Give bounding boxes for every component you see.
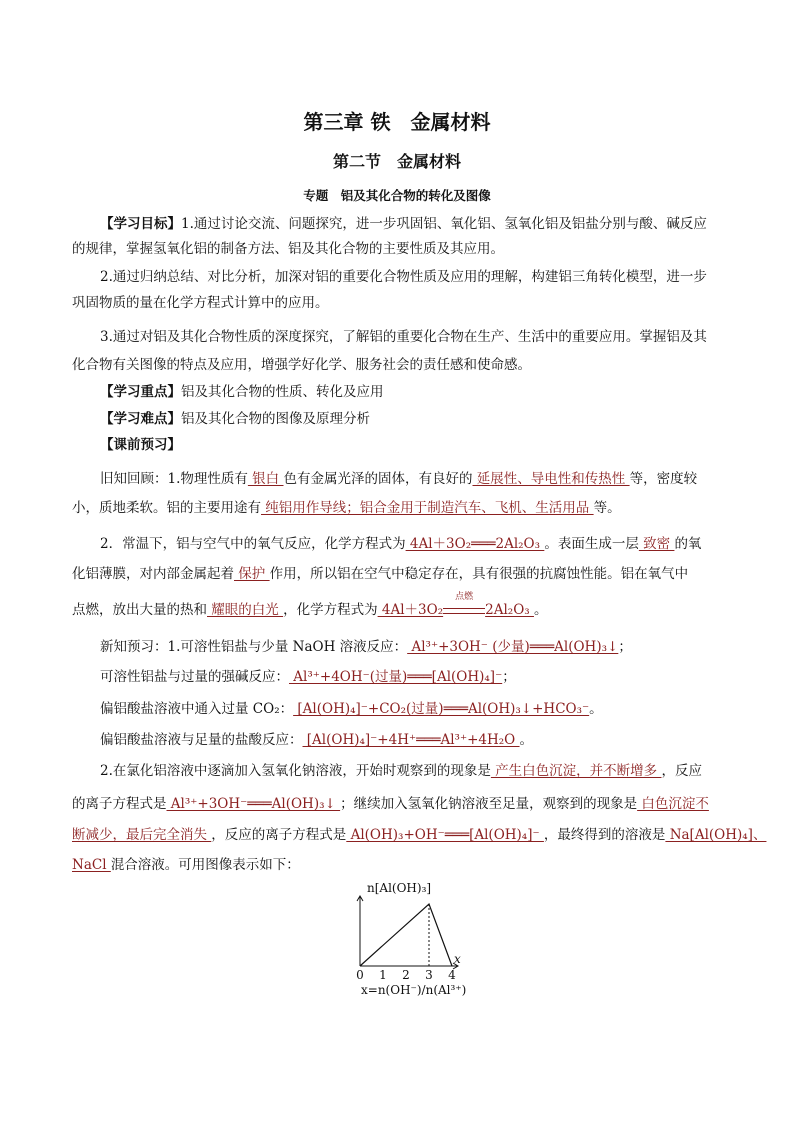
tick-label-3: 3 [425, 968, 433, 982]
ignition-condition: 点燃 [443, 601, 485, 619]
precipitate-chart [340, 876, 480, 1001]
q2-line-4: NaCl 混合溶液。可用图像表示如下： [72, 857, 300, 873]
review-line-4: 化铝薄膜，对内部金属起着 保护 作用，所以铝在空气中稳定存在，具有很强的抗腐蚀性能。铝在氧气中 [72, 566, 689, 582]
newpre-line-1: 新知预习：1.可溶性铝盐与少量 NaOH 溶液反应： Al³⁺+3OH⁻ (少量)═══Al(OH)₃↓； [100, 639, 632, 655]
goal-line-5: 3.通过对铝及其化合物性质的深度探究，了解铝的重要化合物在生产、生活中的重要应用。掌握铝及其 [100, 329, 707, 345]
topic-title: 专题 铝及其化合物的转化及图像 [303, 188, 491, 203]
tick-label-0: 0 [356, 968, 364, 982]
review-line-5: 点燃，放出大量的热和 耀眼的白光 ，化学方程式为 4Al＋3O₂ 点燃 2Al₂O₃ 。 [72, 592, 548, 618]
difficulty-point: 【学习难点】铝及其化合物的图像及原理分析 [100, 411, 370, 427]
precipitate-line [360, 904, 452, 966]
goal-line-4: 巩固物质的量在化学方程式计算中的应用。 [72, 295, 329, 311]
tick-label-1: 1 [379, 968, 387, 982]
newpre-line-2: 可溶性铝盐与过量的强碱反应： Al³⁺+4OH⁻(过量)═══[Al(OH)₄]⁻； [100, 669, 516, 685]
y-axis-label: n[Al(OH)₃] [367, 881, 432, 895]
goal-label: 【学习目标】 [100, 216, 181, 232]
review-line-1: 旧知回顾：1.物理性质有 银白 色有金属光泽的固体，有良好的 延展性、导电性和传热性 等，密度较 [100, 471, 698, 487]
goal-line-3: 2.通过归纳总结、对比分析，加深对铝的重要化合物性质及应用的理解，构建铝三角转化模型，进一步 [100, 269, 707, 285]
newpre-line-3: 偏铝酸盐溶液中通入过量 CO₂： [Al(OH)₄]⁻+CO₂(过量)═══Al(OH)₃↓+HCO₃⁻。 [100, 701, 603, 717]
goal-line-2: 的规律，掌握氢氧化铝的制备方法、铝及其化合物的主要性质及其应用。 [72, 241, 504, 257]
newpre-line-4: 偏铝酸盐溶液与足量的盐酸反应： [Al(OH)₄]⁻+4H⁺═══Al³⁺+4H₂O 。 [100, 732, 534, 748]
section-title: 第二节 金属材料 [332, 152, 461, 171]
q2-line-3: 断减少，最后完全消失 ，反应的离子方程式是 Al(OH)₃+OH⁻═══[Al(OH)₄]⁻ ，最终得到的溶液是 Na[Al(OH)₄]、 [72, 827, 767, 843]
goal-line-6: 化合物有关图像的特点及应用，增强学好化学、服务社会的责任感和使命感。 [72, 357, 531, 373]
q2-line-1: 2.在氯化铝溶液中逐滴加入氢氧化钠溶液，开始时观察到的现象是 产生白色沉淀，并不断增多 ，反应 [100, 763, 702, 779]
review-line-3: 2．常温下，铝与空气中的氧气反应，化学方程式为 4Al＋3O₂═══2Al₂O₃ 。表面生成一层 致密 的氧 [100, 536, 702, 552]
tick-label-2: 2 [402, 968, 410, 982]
review-line-2: 小，质地柔软。铝的主要用途有 纯铝用作导线；铝合金用于制造汽车、飞机、生活用品 等。 [72, 500, 621, 516]
preview-label: 【课前预习】 [100, 437, 181, 453]
x-axis-label: x=n(OH⁻)/n(Al³⁺) [361, 983, 467, 997]
goal-line-1: 【学习目标】1.通过讨论交流、问题探究，进一步巩固铝、氧化铝、氢氧化铝及铝盐分别与酸、碱反应 [100, 216, 707, 232]
key-point: 【学习重点】铝及其化合物的性质、转化及应用 [100, 384, 384, 400]
tick-label-4: 4 [448, 968, 456, 982]
chapter-title: 第三章 铁 金属材料 [303, 110, 491, 134]
x-axis-name: x [454, 952, 461, 966]
q2-line-2: 的离子方程式是 Al³⁺+3OH⁻═══Al(OH)₃↓ ；继续加入氢氧化钠溶液至足量，观察到的现象是 白色沉淀不 [72, 796, 709, 812]
